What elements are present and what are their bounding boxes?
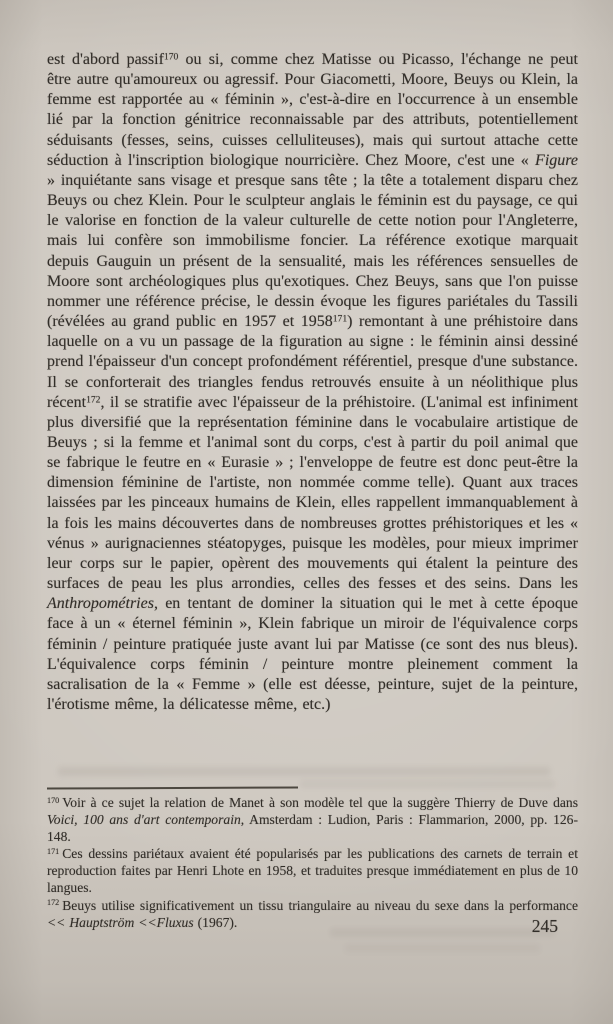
footnote-marker-171: 171 <box>47 847 60 857</box>
show-through-smudge <box>345 944 540 952</box>
footnote-marker-172: 172 <box>47 898 60 908</box>
page-number: 245 <box>531 916 558 936</box>
footnote-text-172: Beuys utilise significativement un tissu triangulaire au niveau du sexe dans la performance << Hauptström <<Fluxus (1967). <box>47 897 578 930</box>
footnote-172 <box>47 897 578 931</box>
footnote-marker-170: 170 <box>47 795 60 805</box>
footnotes-section <box>47 794 578 931</box>
footnote-separator-rule <box>47 786 298 789</box>
show-through-smudge <box>58 767 550 776</box>
footnote-170 <box>47 794 578 845</box>
footnote-text-171: Ces dessins pariétaux avaient été popularisés par les publications des carnets de terrain et reproduction faites par Henri Lhote en 1958, et traduites presque immédiatement en plus de 10 langues. <box>47 846 578 896</box>
footnote-171 <box>47 845 578 896</box>
footnote-text-170: Voir à ce sujet la relation de Manet à son modèle tel que la suggère Thierry de Duve dans Voici, 100 ans d'art contemporain, Amsterdam : Ludion, Paris : Flammarion, 2000, pp. 126-148. <box>47 795 578 845</box>
body-paragraph: est d'abord passif$^{170}$ ou si, comme chez Matisse ou Picasso, l'échange ne peut être autre qu'amoureux ou agressif. Pour Giacometti, Moore, Beuys ou Klein, la femme est rapportée au « féminin », c'est-à-dire en l'occurrence à un ensemble lié par la fonction génitrice reconnaissable par des attributs, potentiellement séduisants (fesses, seins, cuisses celluliteuses), mais qui surtout attache cette séduction à l'inscription biologique nourricière. Chez Moore, c'est une « Figure » inquiétante sans visage et presque sans tête ; la tête a totalement disparu chez Beuys ou chez Klein. Pour le sculpteur anglais le féminin est du paysage, ce qui le valorise en fonction de la valeur culturelle de cette notion pour l'Angleterre, mais lui confère son immobilisme foncier. La référence exotique marquait depuis Gauguin un présent de la sensualité, mais les références sensuelles de Moore sont archéologiques plus qu'exotiques. Chez Beuys, sans que l'on puisse nommer une référence précise, le dessin évoque les figures pariétales du Tassili (révélées au grand public en 1957 et 1958$^{171}$) remontant à une préhistoire dans laquelle on a vu un passage de la figuration au signe : le féminin ainsi dessiné prend l'épaisseur d'un concept profondément référentiel, presque d'une substance. Il se conforterait des triangles fendus retrouvés ensuite à un néolithique plus récent$^{172}$, il se stratifie avec l'épaisseur de la préhistoire. (L'animal est infiniment plus diversifié que la représentation féminine dans le vocabulaire artistique de Beuys ; si la femme et l'animal sont du corps, c'est à partir du poil animal que se fabrique le feutre en « Eurasie » ; l'enveloppe de feutre est donc peut-être la dimension féminine de l'artiste, non nommée comme telle). Quant aux traces laissées par les pinceaux humains de Klein, elles rappellent immanquablement à la fois les mains découvertes dans de nombreuses grottes préhistoriques et les « vénus » aurignaciennes stéatopyges, puisque les modèles, pour mieux imprimer leur corps sur le papier, opèrent des mouvements qui étalent la peinture des surfaces de peau les plus arrondies, celles des fesses et des seins. Dans les Anthropométries, en tentant de dominer la situation qui le met à cette époque face à un « éternel féminin », Klein fabrique un miroir de l'équivalence corps féminin / peinture pratiquée juste avant lui par Matisse (ce sont des nus bleus). L'équivalence corps féminin / peinture montre pleinement comment la sacralisation de la « Femme » (elle est déesse, peinture, sujet de la peinture, l'érotisme même, la délicatesse même, etc.) <box>47 51 578 713</box>
show-through-smudge <box>300 780 555 788</box>
